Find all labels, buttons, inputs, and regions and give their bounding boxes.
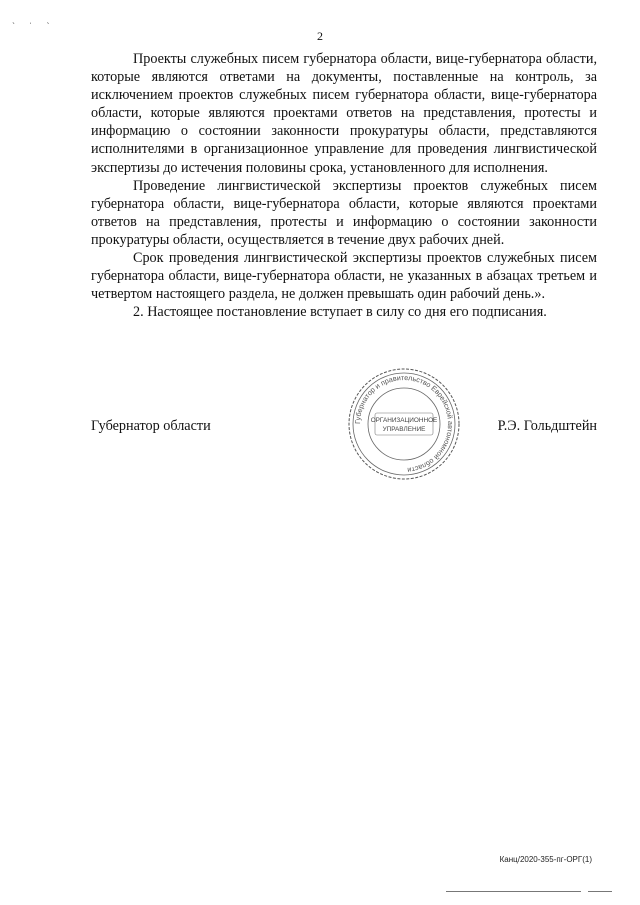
paragraph-1: Проекты служебных писем губернатора области, вице-губернатора области, которые являются ответами на документы, поставленные на контроль, за исключением проектов служебных писем губернатора области, вице-губернатора области, которые являются проектами ответов на представления, протесты и информацию о состоянии законности прокуратуры области, представляются исполнителями в организационное управление для проведения лингвистической экспертизы до истечения половины срока, установленного для исполнения. <box>91 51 597 176</box>
paragraph-2: Проведение лингвистической экспертизы проектов служебных писем губернатора области, вице-губернатора области, которые являются проектами ответов на представления, протесты и информацию о состоянии законности прокуратуры области, осуществляется в течение двух рабочих дней. <box>91 177 597 248</box>
stamp-ring-text: Губернатор и правительство Еврейской автономной области <box>352 372 456 475</box>
page-number: 2 <box>317 29 323 43</box>
signatory-name: Р.Э. Гольдштейн <box>497 418 597 434</box>
scan-corner-marks: ˎ ˌ ˎ <box>12 14 56 24</box>
footer-rule <box>588 891 612 892</box>
stamp-center-line-1: ОРГАНИЗАЦИОННОЕ <box>370 417 438 424</box>
document-registration-code: Канц/2020-355-пг-ОРГ(1) <box>499 855 592 864</box>
footer-rule <box>446 891 581 892</box>
paragraph-3: Срок проведения лингвистической экспертизы проектов служебных писем губернатора области, вице-губернатора области, не указанных в абзацах третьем и четвертом настоящего раздела, не должен превышать один рабочий день.». <box>91 250 597 303</box>
document-body <box>91 50 597 321</box>
official-seal-stamp <box>346 366 462 482</box>
paragraph-item-2: 2. Настоящее постановление вступает в силу со дня его подписания. <box>133 304 547 321</box>
signatory-title: Губернатор области <box>91 418 211 434</box>
signature-block <box>91 418 597 438</box>
stamp-center-line-2: УПРАВЛЕНИЕ <box>382 426 426 433</box>
